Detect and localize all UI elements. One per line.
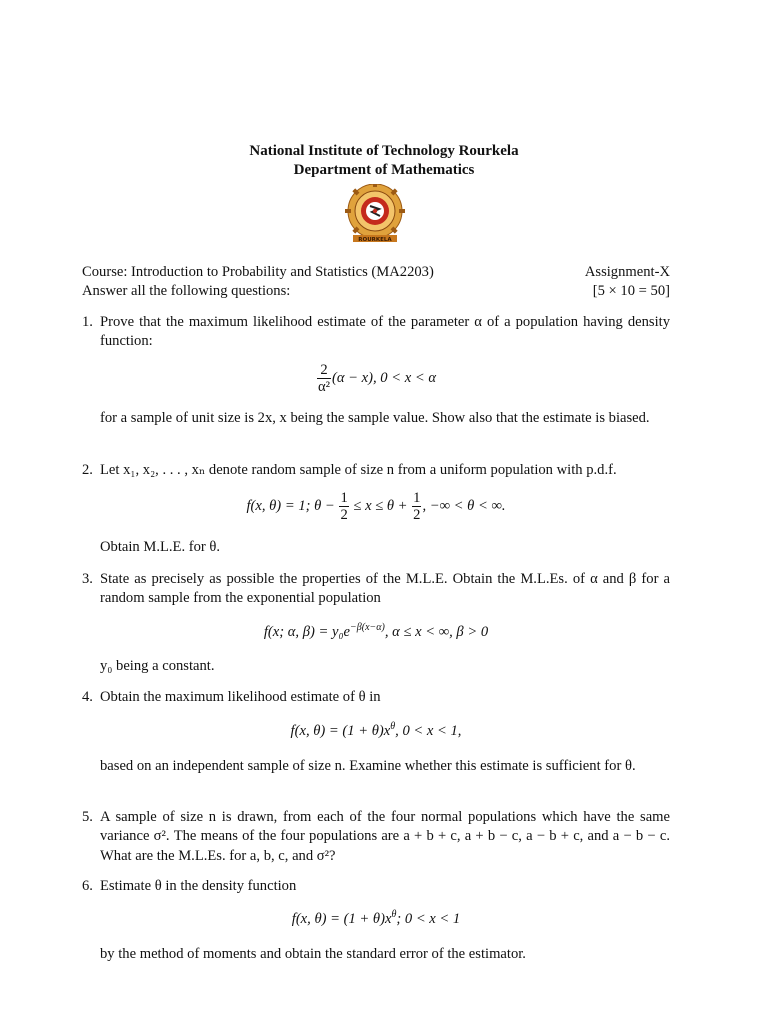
question-3-equation: f(x; α, $\beta) = y_0e^{-\beta(x-\alpha)}$, α ≤ x < ∞, β > 0 xyxy=(263,622,489,640)
question-4-followup xyxy=(82,757,670,776)
fraction: $\frac{1}{2}$ xyxy=(340,490,348,523)
question-2-equation: f(x, θ) = 1; θ − $\frac{1}{2}$ ≤ x ≤ θ + $\frac{1}{2}$ , −∞ < θ < ∞. xyxy=(246,490,506,523)
question-1 xyxy=(82,313,670,352)
question-5 xyxy=(82,808,670,866)
question-text: A sample of size n is drawn, from each of the four normal populations which have the same variance σ². The means of the four populations are a + b + c, a + b − c, a − b + c, and a − b − c. What are the M.L.Es. for a, b, c, and σ²? xyxy=(100,809,670,864)
question-text: y₀ being a constant. xyxy=(100,658,215,674)
fraction: $\frac{1}{2}$ xyxy=(413,490,421,523)
question-text: by the method of moments and obtain the standard error of the estimator. xyxy=(100,946,526,962)
question-text: Let x₁, x₂, . . . , xₙ denote random sample of size n from a uniform population with p.d.f. xyxy=(100,462,617,478)
marks-text: [5 × 10 = 50] xyxy=(592,283,670,299)
question-number: 2. xyxy=(82,462,93,478)
course-info: Course: Introduction to Probability and Statistics (MA2203) xyxy=(82,264,434,280)
institute-name: National Institute of Technology Rourkela xyxy=(249,143,519,159)
logo-text: ROURKELA xyxy=(358,237,392,242)
document-header xyxy=(0,142,768,180)
question-2-followup xyxy=(82,538,670,557)
question-text: for a sample of unit size is 2x, x being the sample value. Show also that the estimate is biased. xyxy=(100,410,650,426)
question-1-followup xyxy=(82,409,670,428)
instruction-row xyxy=(82,282,670,301)
question-3 xyxy=(82,570,670,609)
question-4 xyxy=(82,688,670,707)
question-number: 4. xyxy=(82,689,93,705)
question-number: 3. xyxy=(82,571,93,587)
department-name: Department of Mathematics xyxy=(293,162,475,178)
question-number: 6. xyxy=(82,878,93,894)
question-text: Obtain the maximum likelihood estimate of θ in xyxy=(100,689,381,705)
instruction-text: Answer all the following questions: xyxy=(82,283,291,299)
question-text: Prove that the maximum likelihood estimate of the parameter α of a population having density function: xyxy=(100,314,670,350)
question-text: Estimate θ in the density function xyxy=(100,878,297,894)
question-text: State as precisely as possible the properties of the M.L.E. Obtain the M.L.Es. of α and β for a random sample from the exponential population xyxy=(100,571,670,607)
question-3-followup xyxy=(82,657,670,676)
question-6-equation: f(x, $\theta) = (1 + \theta)x^\theta$; 0 < x < 1 xyxy=(291,909,461,927)
fraction: $\frac{2}{\text{α²}}$ xyxy=(317,362,330,395)
question-number: 5. xyxy=(82,809,93,825)
question-text: based on an independent sample of size n. Examine whether this estimate is sufficient for θ. xyxy=(100,758,636,774)
question-4-equation: f(x, $\theta) = (1 + \theta)x^\theta$, 0 < x < 1, xyxy=(290,721,462,739)
question-text: Obtain M.L.E. for θ. xyxy=(100,539,221,555)
question-1-equation: $\frac{2}{\text{α²}}$ (α − x), 0 < x < α xyxy=(317,362,437,395)
assignment-label: Assignment-X xyxy=(584,264,670,280)
course-row xyxy=(82,263,670,282)
question-6 xyxy=(82,877,670,896)
institute-logo xyxy=(341,184,409,242)
question-2 xyxy=(82,461,670,480)
question-number: 1. xyxy=(82,314,93,330)
question-6-followup xyxy=(82,945,670,964)
